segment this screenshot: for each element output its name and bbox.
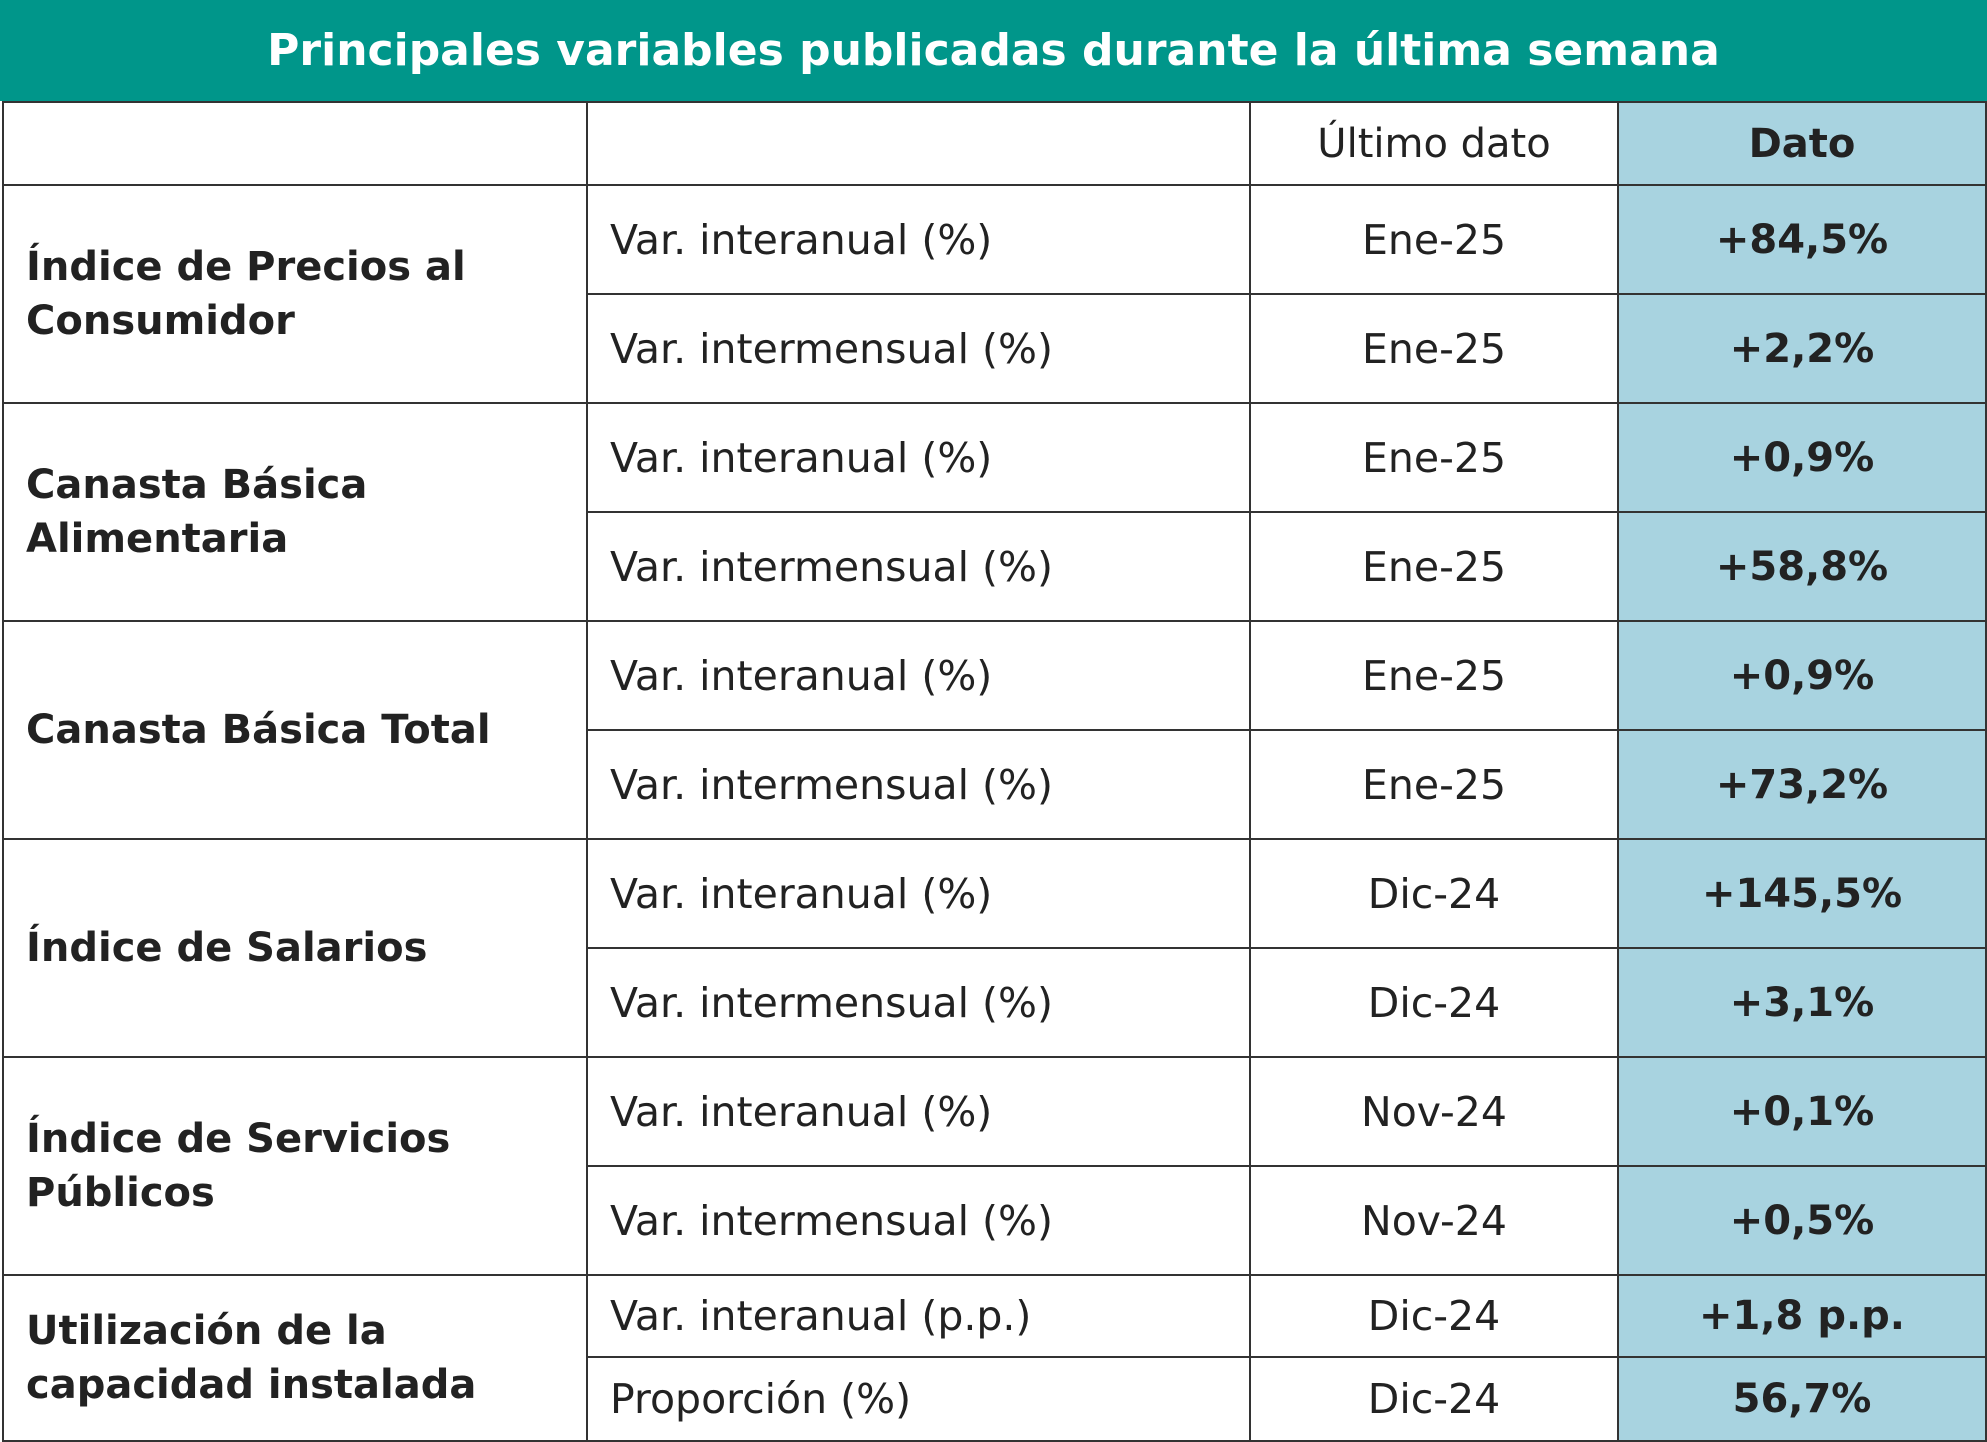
category-label: Canasta Básica Total bbox=[3, 621, 587, 839]
table-row bbox=[3, 621, 1986, 730]
category-label: Canasta Básica Alimentaria bbox=[3, 403, 587, 621]
value-cell: +0,9% bbox=[1618, 403, 1986, 512]
header-dato: Dato bbox=[1618, 102, 1986, 185]
period-cell: Dic-24 bbox=[1250, 1275, 1618, 1357]
period-cell: Ene-25 bbox=[1250, 512, 1618, 621]
table-row bbox=[3, 1275, 1986, 1357]
header-cell-empty-1 bbox=[3, 102, 587, 185]
value-cell: +1,8 p.p. bbox=[1618, 1275, 1986, 1357]
period-cell: Dic-24 bbox=[1250, 1357, 1618, 1441]
period-cell: Ene-25 bbox=[1250, 403, 1618, 512]
table-row bbox=[3, 839, 1986, 948]
header-ultimo-dato: Último dato bbox=[1250, 102, 1618, 185]
value-cell: +2,2% bbox=[1618, 294, 1986, 403]
category-label: Índice de Precios al Consumidor bbox=[3, 185, 587, 403]
value-cell: +3,1% bbox=[1618, 948, 1986, 1057]
period-cell: Nov-24 bbox=[1250, 1166, 1618, 1275]
value-cell: +84,5% bbox=[1618, 185, 1986, 294]
table-row bbox=[3, 403, 1986, 512]
table-row bbox=[3, 1057, 1986, 1166]
metric-label: Var. interanual (%) bbox=[587, 839, 1250, 948]
period-cell: Dic-24 bbox=[1250, 839, 1618, 948]
metric-label: Var. interanual (%) bbox=[587, 403, 1250, 512]
value-cell: 56,7% bbox=[1618, 1357, 1986, 1441]
period-cell: Dic-24 bbox=[1250, 948, 1618, 1057]
period-cell: Ene-25 bbox=[1250, 185, 1618, 294]
table-row bbox=[3, 185, 1986, 294]
table-title: Principales variables publicadas durante la última semana bbox=[0, 0, 1987, 101]
period-cell: Ene-25 bbox=[1250, 294, 1618, 403]
metric-label: Var. interanual (%) bbox=[587, 621, 1250, 730]
category-label: Índice de Servicios Públicos bbox=[3, 1057, 587, 1275]
header-cell-empty-2 bbox=[587, 102, 1250, 185]
value-cell: +0,9% bbox=[1618, 621, 1986, 730]
variables-table bbox=[2, 101, 1987, 1442]
value-cell: +0,5% bbox=[1618, 1166, 1986, 1275]
header-row bbox=[3, 102, 1986, 185]
metric-label: Var. interanual (%) bbox=[587, 185, 1250, 294]
metric-label: Proporción (%) bbox=[587, 1357, 1250, 1441]
value-cell: +145,5% bbox=[1618, 839, 1986, 948]
metric-label: Var. intermensual (%) bbox=[587, 512, 1250, 621]
metric-label: Var. intermensual (%) bbox=[587, 1166, 1250, 1275]
metric-label: Var. intermensual (%) bbox=[587, 948, 1250, 1057]
value-cell: +73,2% bbox=[1618, 730, 1986, 839]
category-label: Índice de Salarios bbox=[3, 839, 587, 1057]
metric-label: Var. interanual (%) bbox=[587, 1057, 1250, 1166]
period-cell: Nov-24 bbox=[1250, 1057, 1618, 1166]
value-cell: +0,1% bbox=[1618, 1057, 1986, 1166]
metric-label: Var. intermensual (%) bbox=[587, 294, 1250, 403]
metric-label: Var. intermensual (%) bbox=[587, 730, 1250, 839]
metric-label: Var. interanual (p.p.) bbox=[587, 1275, 1250, 1357]
value-cell: +58,8% bbox=[1618, 512, 1986, 621]
period-cell: Ene-25 bbox=[1250, 730, 1618, 839]
category-label: Utilización de la capacidad instalada bbox=[3, 1275, 587, 1441]
period-cell: Ene-25 bbox=[1250, 621, 1618, 730]
